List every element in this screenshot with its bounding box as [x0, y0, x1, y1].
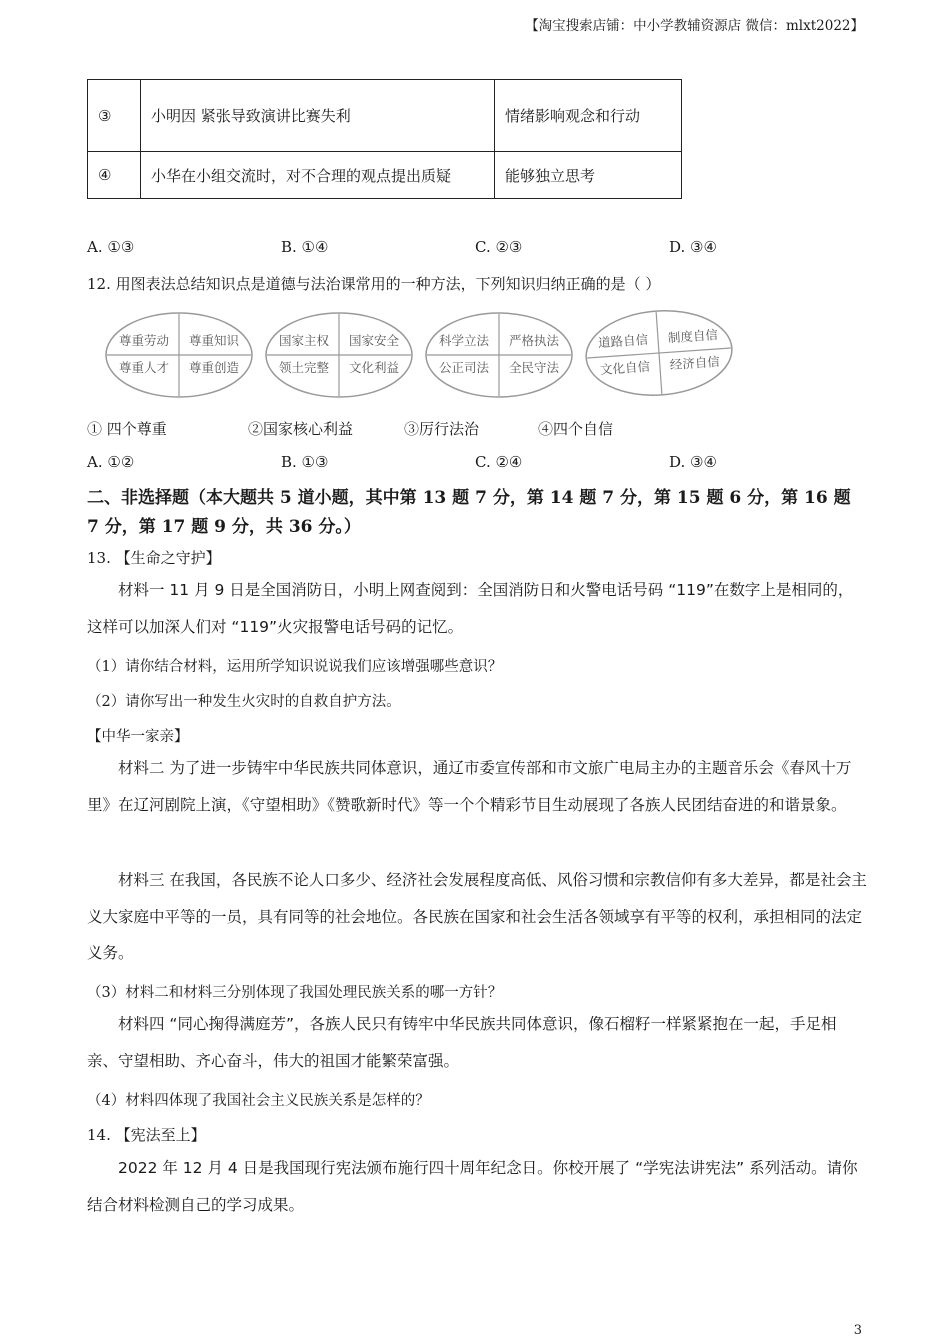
oval-cell: 文化利益 [348, 360, 400, 375]
q12-label-4: ④四个自信 [538, 420, 614, 438]
q13-material-2: 材料二 为了进一步铸牢中华民族共同体意识，通辽市委宣传部和市文旅广电局主办的主题音乐会《春风十万里》在辽河剧院上演，《守望相助》《赞歌新时代》等一个个精彩节目生动展现了各族人民团结奋进的和谐景象。 [87, 759, 852, 814]
oval-cell: 文化自信 [599, 358, 651, 378]
q13-section-title: 【中华一家亲】 [87, 729, 189, 745]
q11-option-a: A. ①③ [87, 238, 135, 256]
oval-cell: 制度自信 [667, 326, 719, 346]
q12-option-d: D. ③④ [669, 453, 717, 471]
page-number: 3 [853, 1323, 862, 1338]
oval-cell: 经济自信 [669, 353, 721, 373]
q12-stem: 12. 用图表法总结知识点是道德与法治课常用的一种方法，下列知识归纳正确的是（ ） [87, 275, 661, 293]
table-row [88, 152, 682, 199]
event-table [87, 79, 682, 199]
oval-four-respects [104, 311, 256, 399]
row-meaning: 情绪影响观念和行动 [495, 80, 682, 152]
q12-option-c: C. ②④ [475, 453, 523, 471]
row-number: ④ [88, 152, 141, 199]
oval-cell: 全民守法 [508, 360, 560, 375]
row-meaning: 能够独立思考 [495, 152, 682, 199]
oval-cell: 领土完整 [278, 360, 330, 375]
oval-cell: 尊重知识 [188, 333, 240, 348]
oval-cell: 道路自信 [597, 331, 649, 351]
q13-title: 13. 【生命之守护】 [87, 549, 221, 567]
q13-material-1: 材料一 11 月 9 日是全国消防日，小明上网查阅到：全国消防日和火警电话号码 “119”在数字上是相同的，这样可以加深人们对 “119”火灾报警电话号码的记忆。 [87, 581, 854, 636]
q12-label-1: ① 四个尊重 [87, 420, 167, 438]
table-row [88, 80, 682, 152]
q12-option-a: A. ①② [87, 453, 135, 471]
row-event: 小明因 紧张导致演讲比赛失利 [141, 80, 495, 152]
oval-cell: 国家安全 [348, 333, 400, 348]
row-number: ③ [88, 80, 141, 152]
oval-rule-of-law [424, 311, 576, 399]
section-2-title: 二、非选择题（本大题共 5 道小题，其中第 13 题 7 分，第 14 题 7 分，第 15 题 6 分，第 16 题 7 分，第 17 题 9 分，共 36 分。） [87, 488, 851, 537]
q12-label-2: ②国家核心利益 [248, 420, 354, 438]
q12-label-3: ③厉行法治 [404, 420, 480, 438]
oval-four-confidences [583, 309, 737, 397]
oval-national-interests [264, 311, 416, 399]
oval-cell: 尊重创造 [188, 360, 240, 375]
q13-sub-question-1: （1）请你结合材料，运用所学知识说说我们应该增强哪些意识？ [87, 659, 503, 675]
row-event: 小华在小组交流时，对不合理的观点提出质疑 [141, 152, 495, 199]
q11-option-c: C. ②③ [475, 238, 523, 256]
q13-sub-question-3: （3）材料二和材料三分别体现了我国处理民族关系的哪一方针？ [87, 985, 503, 1001]
q13-sub-question-2: （2）请你写出一种发生火灾时的自救自护方法。 [87, 694, 401, 710]
q11-option-b: B. ①④ [281, 238, 329, 256]
q13-material-4: 材料四 “同心掬得满庭芳”，各族人民只有铸牢中华民族共同体意识，像石榴籽一样紧紧抱在一起，手足相亲、守望相助、齐心奋斗，伟大的祖国才能繁荣富强。 [87, 1015, 837, 1070]
page-header: 【淘宝搜索店铺：中小学教辅资源店 微信：mlxt2022】 [525, 18, 864, 34]
q13-sub-question-4: （4）材料四体现了我国社会主义民族关系是怎样的？ [87, 1093, 430, 1109]
q14-title: 14. 【宪法至上】 [87, 1126, 206, 1144]
oval-cell: 科学立法 [438, 333, 490, 348]
oval-cell: 国家主权 [278, 333, 330, 348]
oval-cell: 严格执法 [508, 333, 560, 348]
q14-text: 2022 年 12 月 4 日是我国现行宪法颁布施行四十周年纪念日。你校开展了 “学宪法讲宪法” 系列活动。请你结合材料检测自己的学习成果。 [87, 1159, 858, 1214]
q13-material-3: 材料三 在我国，各民族不论人口多少、经济社会发展程度高低、风俗习惯和宗教信仰有多大差异，都是社会主义大家庭中平等的一员，具有同等的社会地位。各民族在国家和社会生活各领域享有平等的权利，承担相同的法定义务。 [87, 871, 867, 962]
oval-cell: 尊重人才 [118, 360, 170, 375]
oval-cell: 尊重劳动 [118, 333, 170, 348]
q11-option-d: D. ③④ [669, 238, 717, 256]
oval-cell: 公正司法 [438, 360, 490, 375]
q12-option-b: B. ①③ [281, 453, 329, 471]
